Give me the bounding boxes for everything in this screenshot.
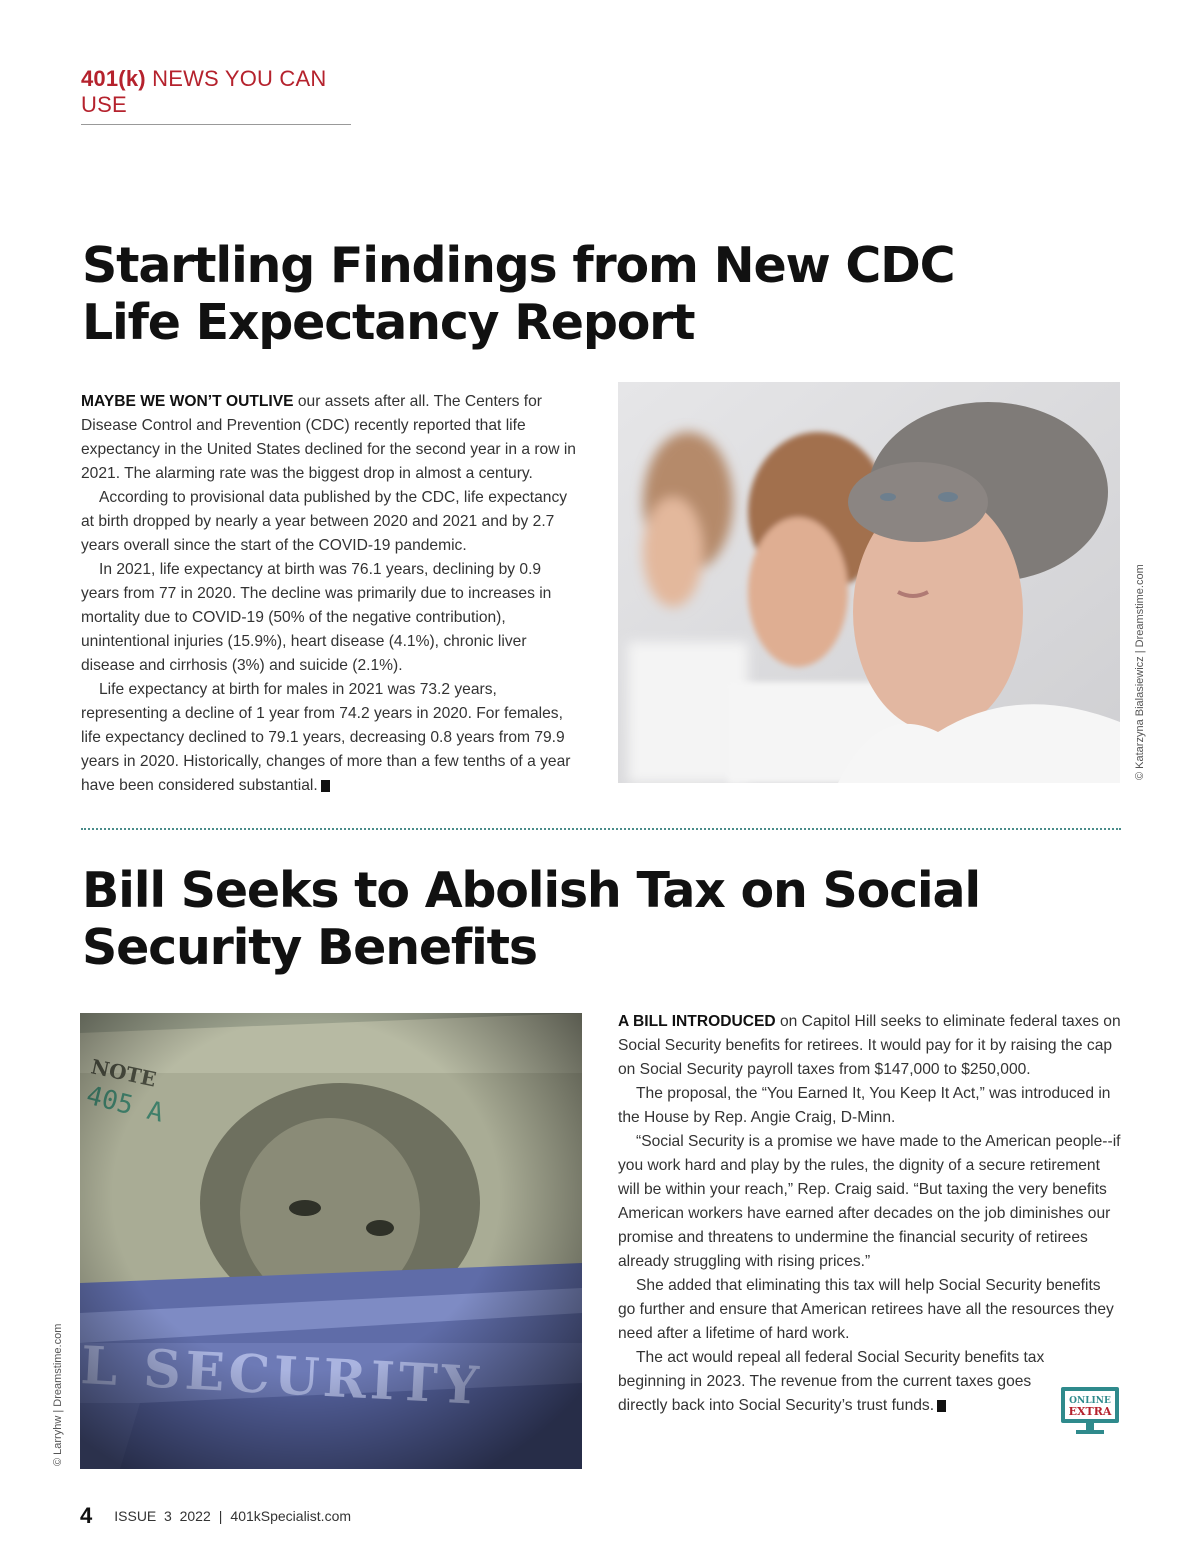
article2-p5-text: The act would repeal all federal Social Security benefits tax beginning in 2023. The revenue from the current taxes goes directly back into Social Security’s trust funds. <box>618 1349 1045 1414</box>
article2-paragraph <box>618 1346 1048 1418</box>
online-extra-line2: EXTRA <box>1068 1405 1112 1418</box>
article1-paragraph <box>81 390 581 486</box>
article2-paragraph: “Social Security is a promise we have made to the American people--if you work hard and play by the rules, the dignity of a secure retirement will be within your reach,” Rep. Craig said. “But taxing the very benefits American workers have earned after decades on the job diminishes our promise and threatens to undermine the financial security of retirees already struggling with rising prices.” <box>618 1133 1121 1270</box>
site-link[interactable]: 401kSpecialist.com <box>230 1508 352 1524</box>
article1-paragraph <box>81 678 581 798</box>
online-extra-line1: ONLINE <box>1069 1396 1111 1406</box>
women-portrait-photo <box>618 382 1120 783</box>
article2-paragraph: She added that eliminating this tax will help Social Security benefits go further and ensure that American retirees have all the resources they need after a lifetime of hard work. <box>618 1277 1114 1342</box>
money-card-illustration <box>80 1013 582 1469</box>
section-label-text: NEWS YOU CAN USE <box>81 66 327 117</box>
section-divider <box>81 828 1121 830</box>
article1-p4-text: Life expectancy at birth for males in 2021 was 73.2 years, representing a decline of 1 year from 74.2 years in 2020. For females, life expectancy declined to 79.1 years, decreasing 0.8 years from 79.9 years in 2020. Historically, changes of more than a few tenths of a year have been considered substantial. <box>81 681 571 794</box>
article2-p1-text: on Capitol Hill seeks to eliminate federal taxes on Social Security benefits for retirees. It would pay for it by raising the cap on Social Security payroll taxes from $147,000 to $250,000. <box>618 1013 1121 1078</box>
section-label <box>81 66 351 125</box>
article2-lead: A BILL INTRODUCED <box>618 1013 776 1030</box>
money-social-security-photo <box>80 1013 582 1469</box>
women-portrait-illustration <box>618 382 1120 783</box>
article2-paragraph: The proposal, the “You Earned It, You Keep It Act,” was introduced in the House by Rep. Angie Craig, D-Minn. <box>618 1085 1111 1126</box>
page-footer <box>80 1503 351 1529</box>
article1-title: Startling Findings from New CDC Life Expectancy Report <box>82 237 955 351</box>
article1-body <box>81 390 581 798</box>
article2-title: Bill Seeks to Abolish Tax on Social Security Benefits <box>82 862 980 976</box>
article1-paragraph: In 2021, life expectancy at birth was 76.1 years, declining by 0.9 years from 77 in 2020. The decline was primarily due to increases in mortality due to COVID-19 (50% of the negative contribution), unintentional injuries (15.9%), heart disease (4.1%), chronic liver disease and cirrhosis (3%) and suicide (2.1%). <box>81 561 552 674</box>
issue-label: ISSUE 3 2022 <box>114 1508 211 1524</box>
end-mark-icon: K <box>937 1400 946 1412</box>
article2-paragraph <box>618 1010 1121 1082</box>
online-extra-icon[interactable] <box>1060 1386 1120 1436</box>
photo-credit: © Katarzyna Bialasiewicz | Dreamstime.com <box>1134 564 1146 780</box>
footer-separator: | <box>218 1508 223 1524</box>
photo-credit: © Larryhw | Dreamstime.com <box>52 1323 64 1466</box>
monitor-icon <box>1060 1386 1120 1436</box>
article1-paragraph: According to provisional data published by the CDC, life expectancy at birth dropped by nearly a year between 2020 and 2021 and by 2.7 years overall since the start of the COVID-19 pandemic. <box>81 489 568 554</box>
section-label-bold: 401(k) <box>81 66 146 91</box>
article2-body <box>618 1010 1121 1418</box>
page-number: 4 <box>80 1503 93 1528</box>
article1-lead: MAYBE WE WON’T OUTLIVE <box>81 393 294 410</box>
end-mark-icon: K <box>321 780 330 792</box>
article1-p1-text: our assets after all. The Centers for Disease Control and Prevention (CDC) recently reported that life expectancy in the United States declined for the second year in a row in 2021. The alarming rate was the biggest drop in almost a century. <box>81 393 576 482</box>
